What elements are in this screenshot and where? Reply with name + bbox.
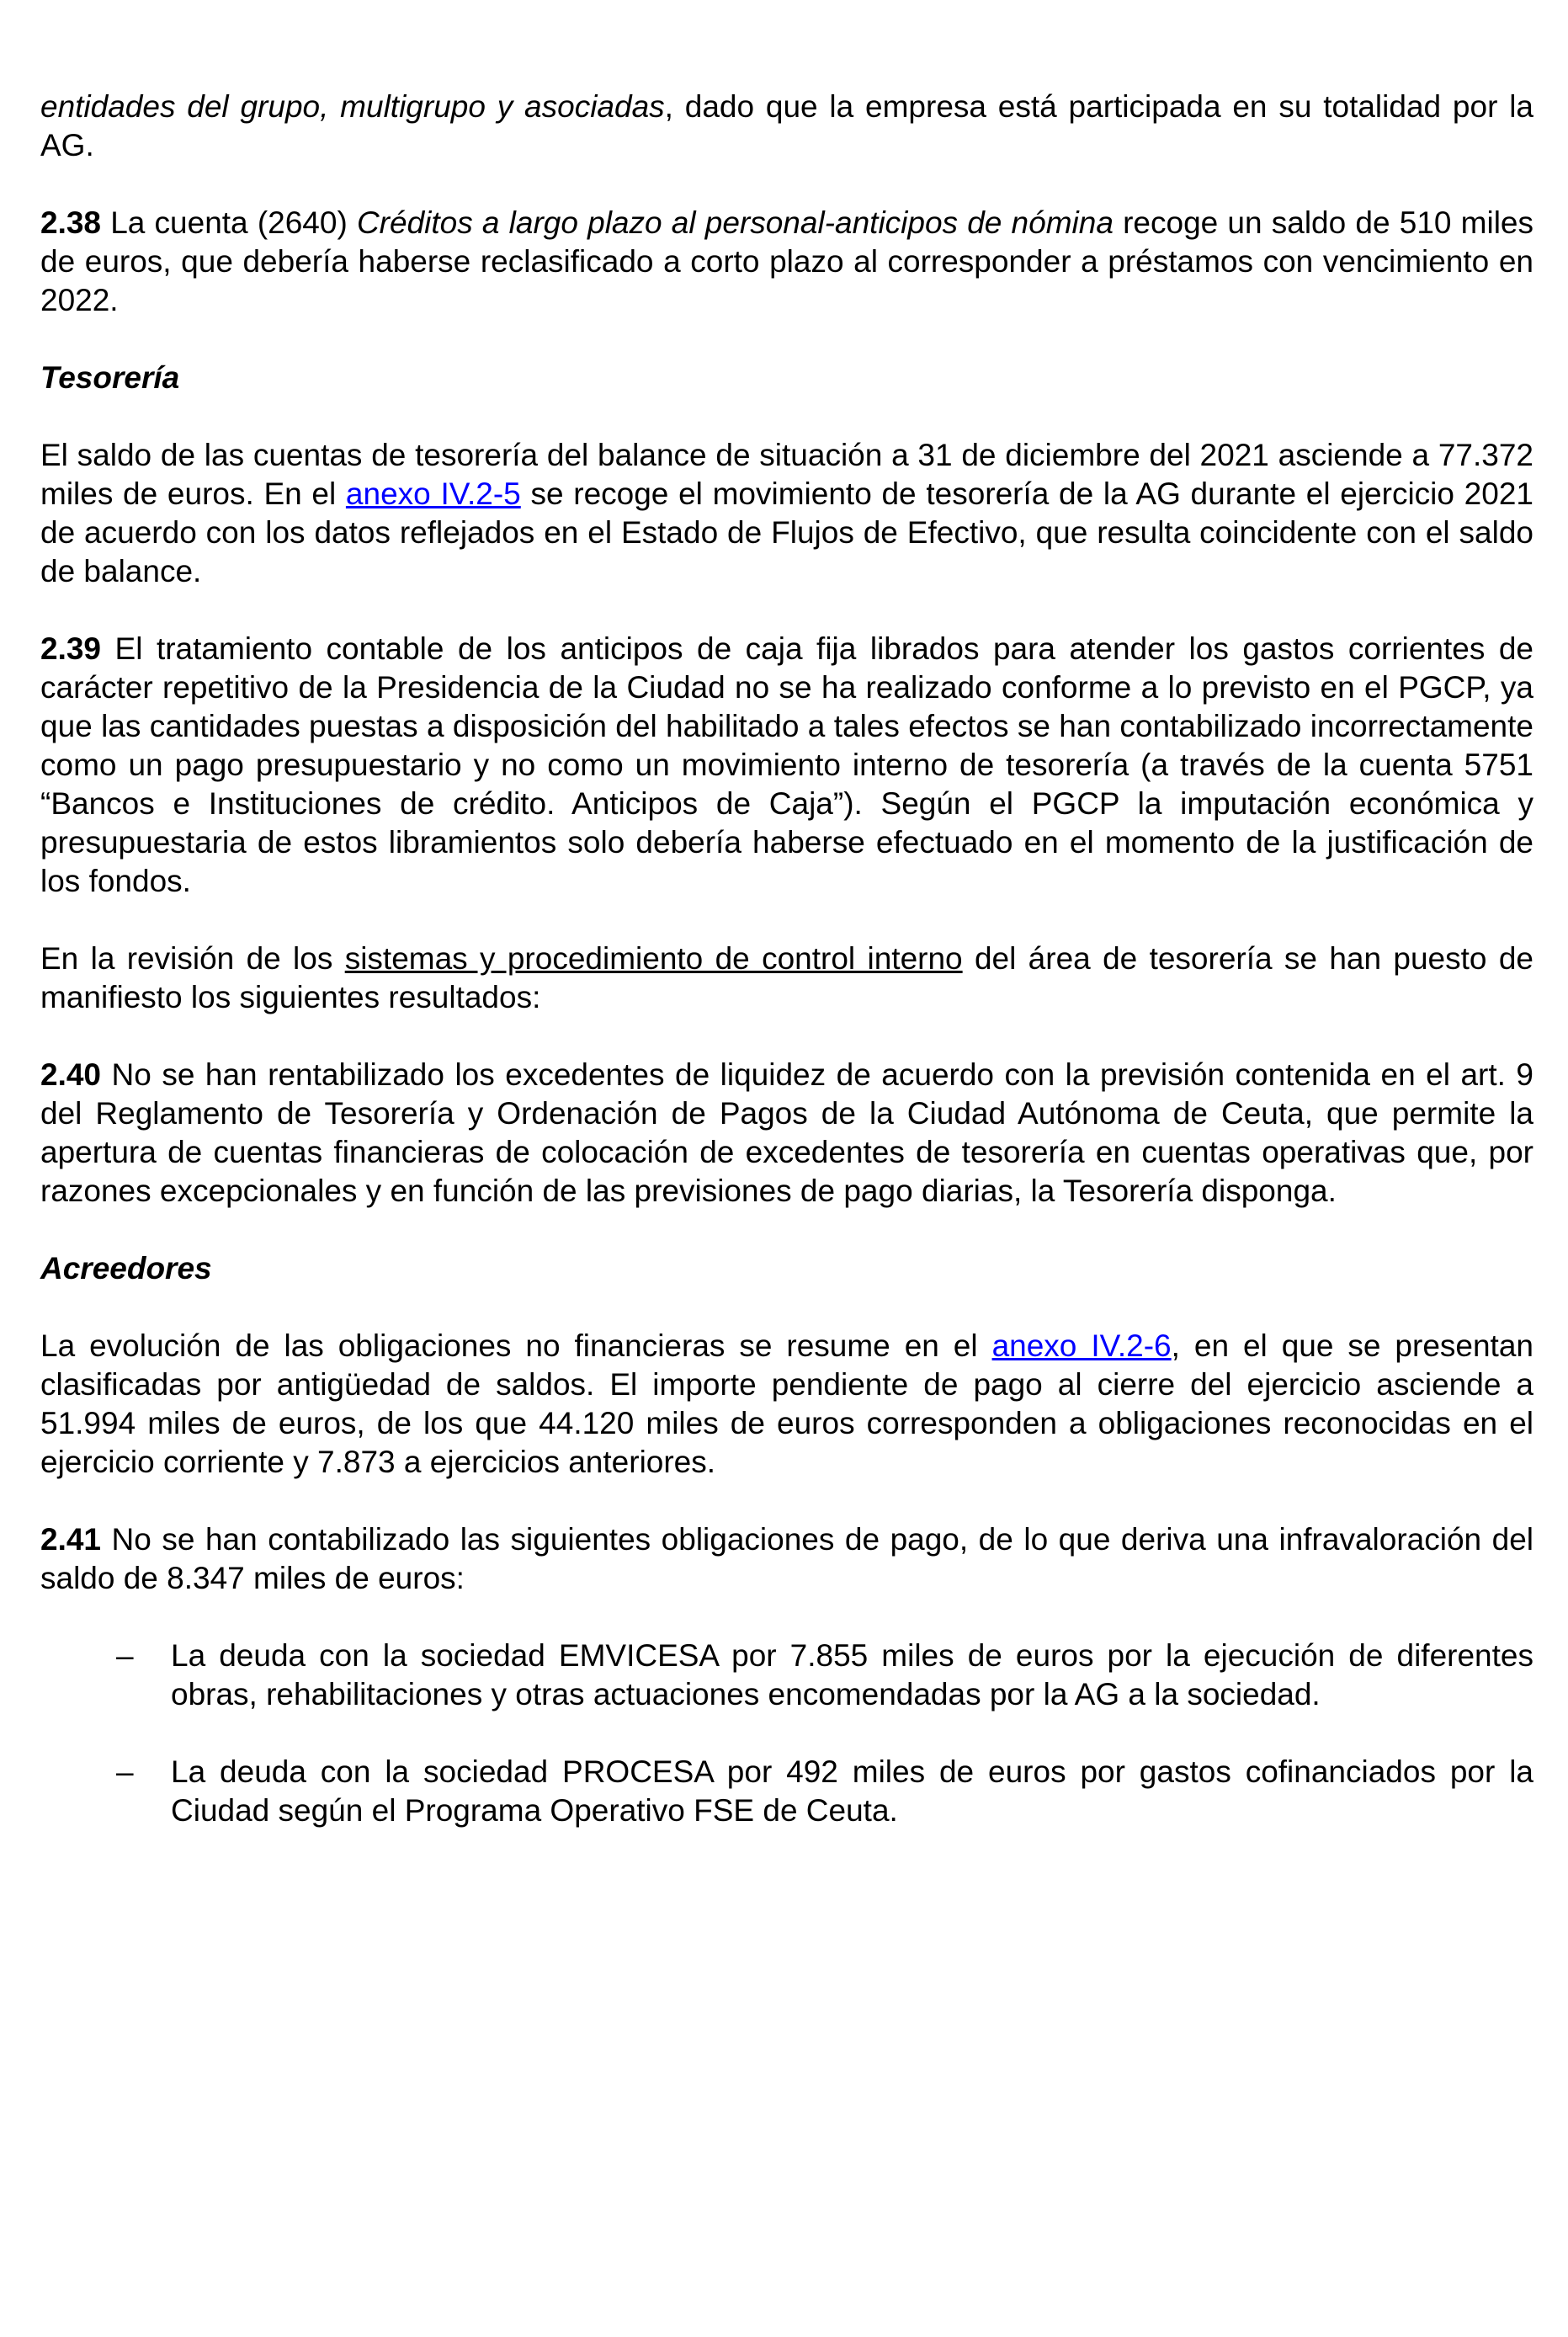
heading-acreedores: Acreedores [40,1251,212,1286]
text: No se han rentabilizado los excedentes de liquidez de acuerdo con la previsión contenida en el art. 9 del Reglamento de Tesorería y Ordenación de Pagos de la Ciudad Autónoma de Ceuta, que permite la apertura de cuentas financieras de colocación de excedentes de tesorería en cuentas operativas que, por razones excepcionales y en función de las previsiones de pago diarias, la Tesorería disponga. [40,1057,1533,1208]
paragraph-number: 2.41 [40,1522,102,1557]
italic-text: entidades del grupo, multigrupo y asociadas [40,89,665,124]
text: En la revisión de los [40,941,345,976]
paragraph-2-39 [40,630,1533,901]
text: El tratamiento contable de los anticipos de caja fija librados para atender los gastos corrientes de carácter repetitivo de la Presidencia de la Ciudad no se ha realizado conforme a lo previsto en el PGCP, ya que las cantidades puestas a disposición del habilitado a tales efectos se han contabilizado incorrectamente como un pago presupuestario y no como un movimiento interno de tesorería (a través de la cuenta 5751 “Bancos e Instituciones de crédito. Anticipos de Caja”). Según el PGCP la imputación económica y presupuestaria de estos libramientos solo debería haberse efectuado en el momento de la justificación de los fondos. [40,631,1533,898]
italic-text: Créditos a largo plazo al personal-anticipos de nómina [356,205,1114,240]
list-item-text: La deuda con la sociedad EMVICESA por 7.855 miles de euros por la ejecución de diferentes obras, rehabilitaciones y otras actuaciones encomendadas por la AG a la sociedad. [171,1638,1533,1711]
list-item [40,1637,1533,1714]
paragraph-2-41 [40,1520,1533,1598]
paragraph-acreedores [40,1327,1533,1482]
paragraph-revision [40,940,1533,1017]
link-anexo-iv-2-5[interactable]: anexo IV.2-5 [345,476,521,511]
text: La cuenta (2640) [101,205,357,240]
document-page [40,88,1533,1869]
paragraph-2-38 [40,204,1533,320]
text: recoge un saldo de 510 miles de euros, que debería haberse reclasificado a corto plazo al corresponder a préstamos con vencimiento en 2022. [40,205,1533,317]
paragraph-2-40 [40,1056,1533,1211]
text: La evolución de las obligaciones no financieras se resume en el [40,1328,992,1363]
paragraph-number: 2.38 [40,205,102,240]
dash-bullet-icon: – [116,1638,134,1673]
paragraph-intro [40,88,1533,165]
underlined-text: sistemas y procedimiento de control interno [344,941,963,976]
heading-tesoreria: Tesorería [40,360,180,395]
text: se recoge el movimiento de tesorería de la AG durante el ejercicio 2021 de acuerdo con los datos reflejados en el Estado de Flujos de Efectivo, que resulta coincidente con el saldo de balance. [40,476,1533,588]
dash-bullet-icon: – [116,1754,134,1789]
paragraph-number: 2.40 [40,1057,102,1092]
text: , dado que la empresa está participada en su totalidad por la AG. [40,89,1533,162]
list-item-text: La deuda con la sociedad PROCESA por 492 miles de euros por gastos cofinanciados por la Ciudad según el Programa Operativo FSE de Ceuta. [171,1754,1533,1828]
text: El saldo de las cuentas de tesorería del balance de situación a 31 de diciembre del 2021 asciende a 77.372 miles de euros. En el [40,438,1533,511]
paragraph-tesoreria [40,436,1533,591]
paragraph-number: 2.39 [40,631,102,666]
text: No se han contabilizado las siguientes obligaciones de pago, de lo que deriva una infravaloración del saldo de 8.347 miles de euros: [40,1522,1533,1595]
text: del área de tesorería se han puesto de manifiesto los siguientes resultados: [40,941,1533,1014]
link-anexo-iv-2-6[interactable]: anexo IV.2-6 [991,1328,1172,1363]
text: , en el que se presentan clasificadas por antigüedad de saldos. El importe pendiente de pago al cierre del ejercicio asciende a 51.994 miles de euros, de los que 44.120 miles de euros corresponden a obligaciones reconocidas en el ejercicio corriente y 7.873 a ejercicios anteriores. [40,1328,1533,1479]
list-item [40,1753,1533,1830]
